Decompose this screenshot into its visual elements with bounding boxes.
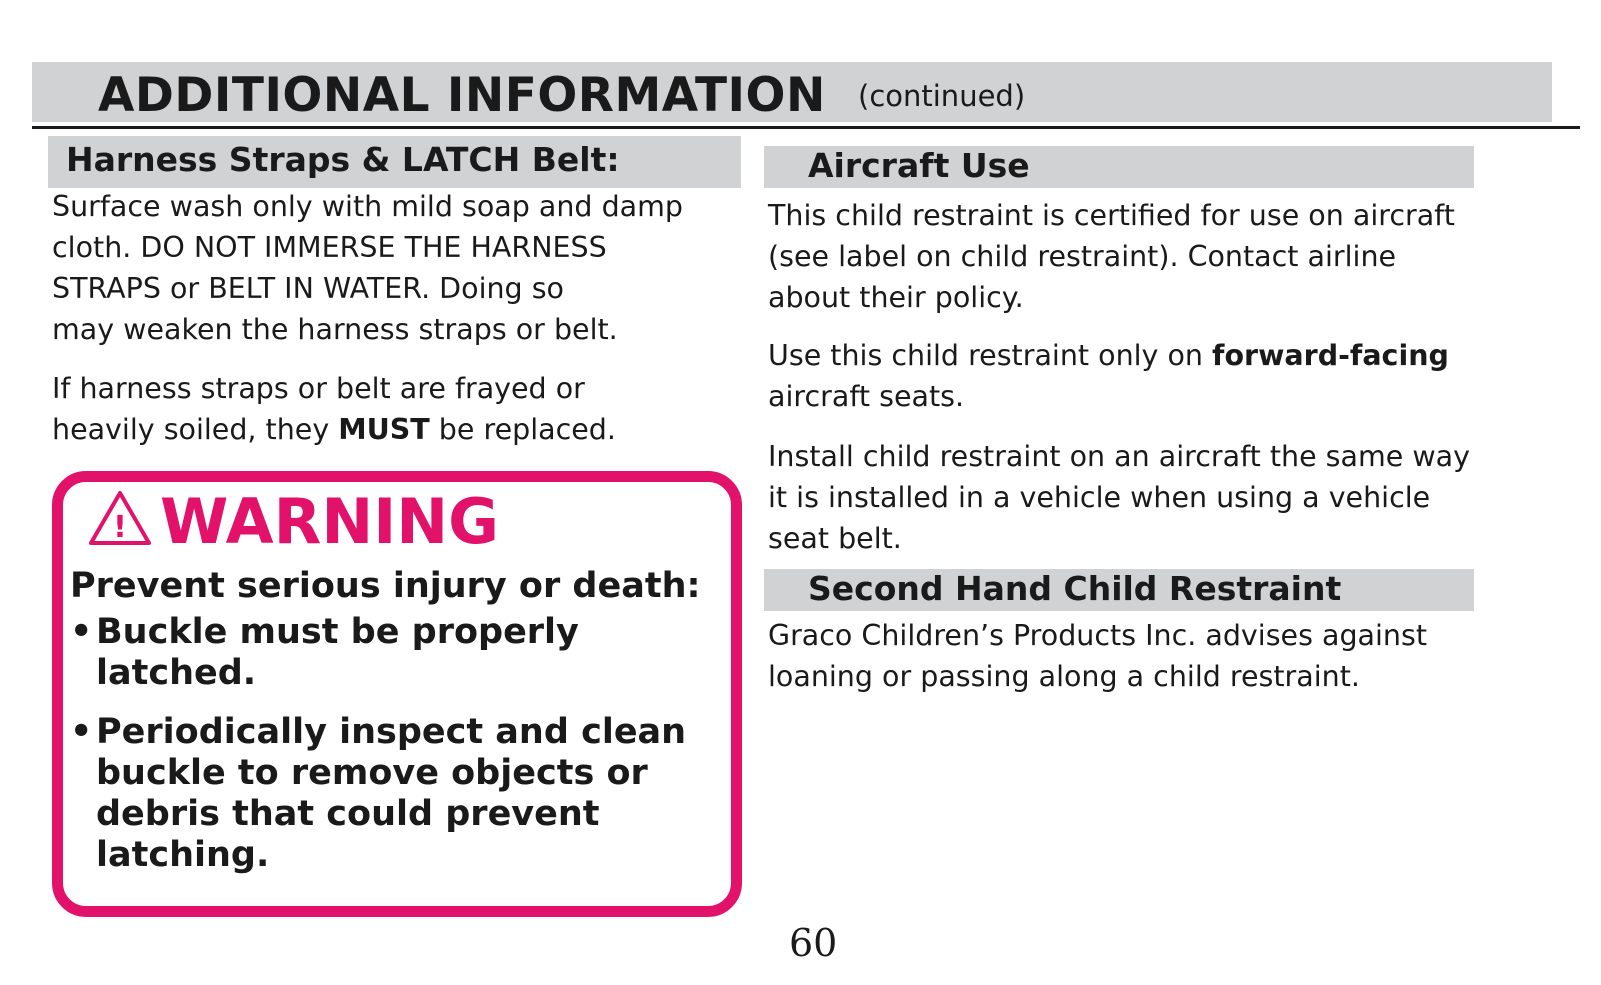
aircraft-paragraph-2-text: Use this child restraint only on — [768, 339, 1213, 372]
harness-paragraph-2-emphasis: MUST — [338, 413, 430, 446]
bullet-dot: • — [70, 612, 93, 652]
second-hand-paragraph: Graco Children’s Products Inc. advises against loaning or passing along a child restraint. — [768, 619, 1428, 693]
aircraft-section-title: Aircraft Use — [808, 146, 1030, 185]
harness-paragraph-1: Surface wash only with mild soap and damp cloth. DO NOT IMMERSE THE HARNESS STRAPS or BELT IN WATER. Doing so may weaken the harness straps or belt. — [52, 190, 683, 346]
aircraft-paragraph-2 — [768, 335, 1449, 417]
header-rule — [32, 126, 1580, 129]
warning-bullet-2-line-3: debris that could prevent — [96, 794, 600, 834]
warning-bullet-2-line-2: buckle to remove objects or — [96, 753, 648, 793]
warning-bullet-1-line-1: Buckle must be properly — [96, 612, 579, 652]
warning-bullet-1 — [70, 612, 579, 694]
aircraft-paragraph-2-emphasis: forward-facing — [1212, 339, 1449, 372]
warning-triangle-icon — [88, 490, 152, 546]
harness-paragraph-2-text: If harness straps or belt are frayed or heavily soiled, they — [52, 372, 585, 446]
warning-bullet-2-line-1: Periodically inspect and clean — [96, 712, 687, 752]
warning-bullet-2-line-4: latching. — [96, 835, 270, 875]
page-number: 60 — [789, 921, 838, 965]
aircraft-paragraph-2-tail: aircraft seats. — [768, 380, 965, 413]
warning-bullet-2 — [70, 712, 686, 876]
svg-text:!: ! — [113, 510, 127, 545]
aircraft-paragraph-1: This child restraint is certified for use on aircraft (see label on child restraint). Contact airline about their policy. — [768, 199, 1455, 314]
harness-section-title: Harness Straps & LATCH Belt: — [66, 140, 620, 179]
page-title: ADDITIONAL INFORMATION — [98, 68, 826, 123]
warning-bullet-1-line-2: latched. — [96, 653, 257, 693]
aircraft-paragraph-3: Install child restraint on an aircraft the same way it is installed in a vehicle when using a vehicle seat belt. — [768, 440, 1470, 555]
warning-title: WARNING — [160, 485, 500, 558]
harness-paragraph-2 — [52, 368, 616, 450]
second-hand-section-title: Second Hand Child Restraint — [808, 569, 1342, 608]
harness-paragraph-2-tail: be replaced. — [429, 413, 616, 446]
bullet-dot: • — [70, 712, 93, 752]
warning-lead: Prevent serious injury or death: — [70, 566, 701, 606]
page-subtitle: (continued) — [858, 79, 1026, 113]
